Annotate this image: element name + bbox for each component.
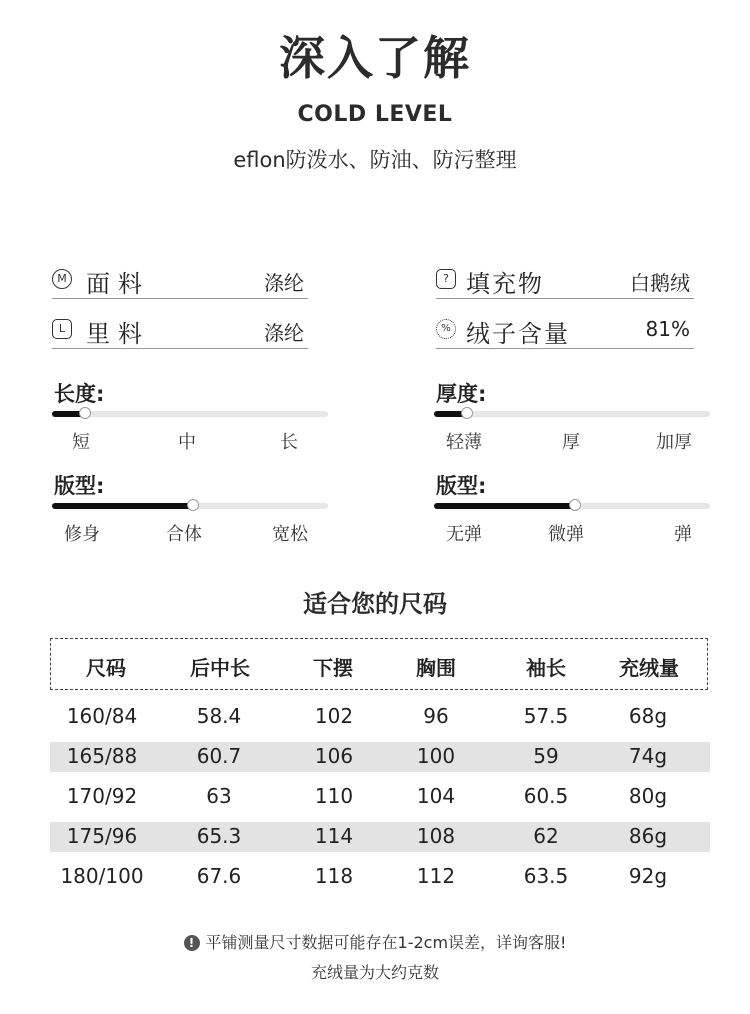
stretch-tick-stretch: 弹 [674, 524, 692, 545]
table-row: 170/92 63 110 104 60.5 80g [66, 784, 668, 808]
fit-meter-track [52, 503, 328, 509]
header-sleeve: 袖长 [526, 656, 566, 680]
table-row: 160/84 58.4 102 96 57.5 68g [66, 704, 668, 728]
header-size: 尺码 [86, 656, 126, 680]
attr-fabric-label: 面料 [86, 270, 150, 298]
attr-fabric-value: 涤纶 [264, 271, 304, 295]
stretch-meter-track [434, 503, 710, 509]
fit-meter-fill [52, 503, 193, 509]
attr-fabric [52, 264, 308, 299]
attr-down-content [436, 314, 694, 349]
thickness-meter-ticks [434, 428, 710, 452]
header-hem: 下摆 [313, 656, 353, 680]
table-row: 180/100 67.6 118 112 63.5 92g [60, 864, 668, 888]
size-table-header [50, 638, 708, 690]
length-meter-ticks [52, 428, 328, 452]
thickness-tick-thick: 厚 [562, 432, 580, 453]
attr-down-content-label: 绒子含量 [466, 320, 570, 348]
measurement-note-text: 平铺测量尺寸数据可能存在1-2cm误差，详询客服! [205, 933, 567, 952]
stretch-tick-none: 无弹 [446, 524, 482, 545]
attr-filling [436, 264, 694, 299]
thickness-tick-thin: 轻薄 [446, 432, 482, 453]
length-tick-long: 长 [280, 432, 298, 453]
header-chest: 胸围 [416, 656, 456, 680]
attr-filling-value: 白鹅绒 [630, 271, 690, 295]
page-title: 深入了解 [279, 31, 471, 85]
table-row: 175/96 65.3 114 108 62 86g [50, 822, 710, 852]
attr-filling-label: 填充物 [466, 270, 544, 298]
thickness-meter-label: 厚度: [436, 382, 487, 406]
size-table-title: 适合您的尺码 [303, 590, 447, 618]
fit-tick-loose: 宽松 [272, 524, 308, 545]
attr-down-content-value: 81% [645, 317, 690, 341]
stretch-meter-ticks [434, 520, 710, 544]
warning-icon: ! [184, 935, 200, 951]
fit-tick-slim: 修身 [64, 524, 100, 545]
stretch-meter-fill [434, 503, 575, 509]
length-tick-medium: 中 [178, 432, 196, 453]
thickness-tick-extra-thick: 加厚 [656, 432, 692, 453]
fill-weight-note: 充绒量为大约克数 [310, 963, 439, 982]
attr-lining [52, 314, 308, 349]
length-meter-track [52, 411, 328, 417]
measurement-note [0, 930, 750, 953]
stretch-meter-knob [569, 499, 581, 511]
table-row: 165/88 60.7 106 100 59 74g [50, 742, 710, 772]
fit-meter-label: 版型: [54, 474, 105, 498]
treatment-description: eflon防泼水、防油、防污整理 [233, 148, 517, 172]
cold-level-subtitle: COLD LEVEL [297, 102, 453, 127]
percent-icon: % [436, 319, 458, 341]
length-meter-label: 长度: [54, 382, 105, 406]
filling-icon: ? [436, 269, 458, 291]
attr-lining-value: 涤纶 [264, 321, 304, 345]
length-tick-short: 短 [72, 432, 90, 453]
length-meter-knob [79, 407, 91, 419]
fit-meter-ticks [52, 520, 328, 544]
header-fill-weight: 充绒量 [619, 656, 679, 680]
stretch-meter-label: 版型: [436, 474, 487, 498]
attr-lining-label: 里料 [86, 320, 150, 348]
fit-meter-knob [187, 499, 199, 511]
thickness-meter-knob [461, 407, 473, 419]
thickness-meter-track [434, 411, 710, 417]
fabric-icon: M [52, 269, 74, 291]
header-back-length: 后中长 [190, 656, 250, 680]
lining-icon: L [52, 319, 74, 341]
fit-tick-regular: 合体 [166, 524, 202, 545]
stretch-tick-slight: 微弹 [548, 524, 584, 545]
